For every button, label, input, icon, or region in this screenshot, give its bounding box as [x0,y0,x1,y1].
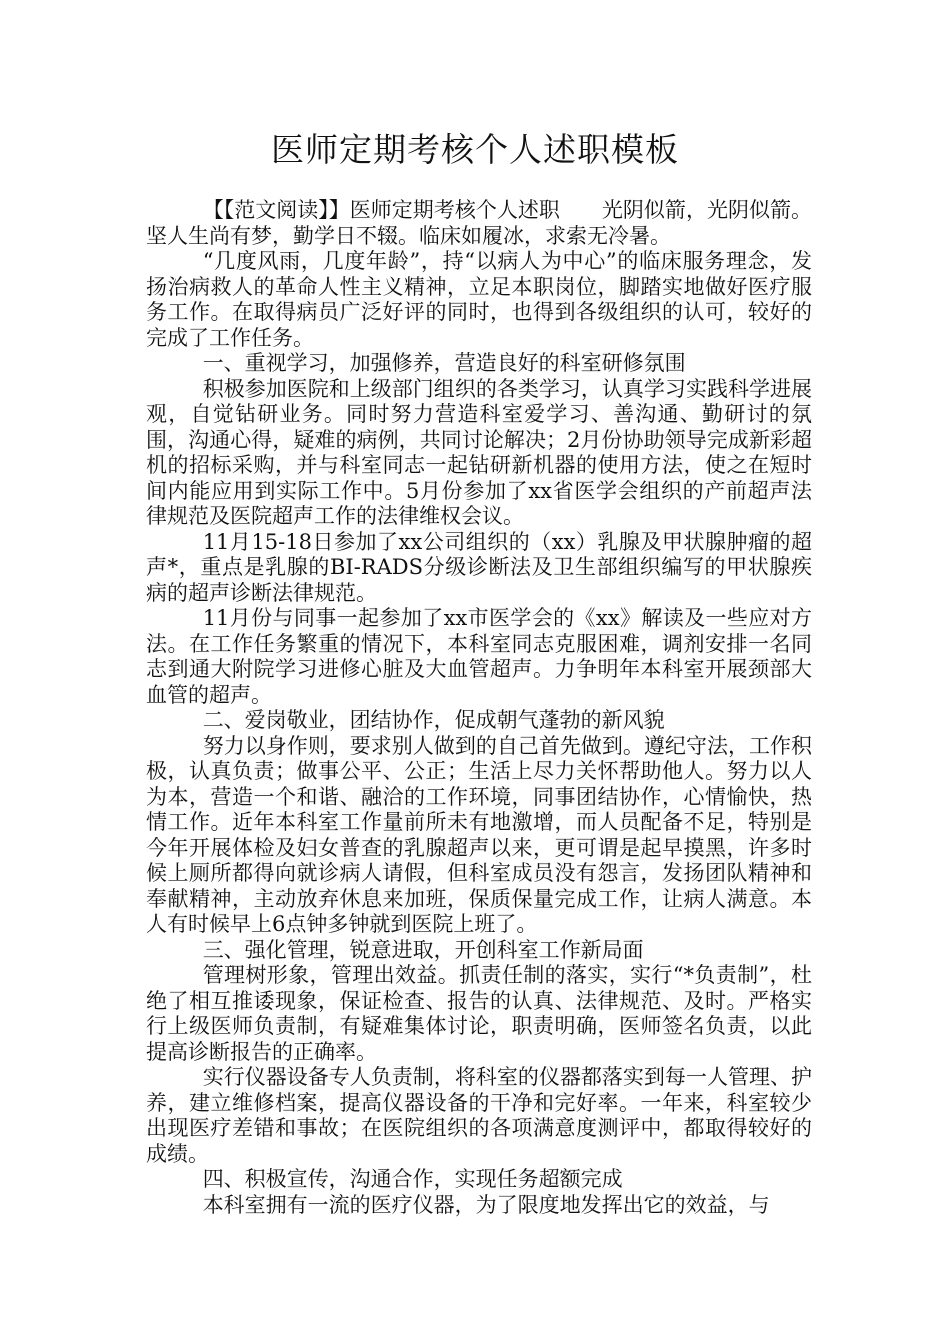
document-body [146,198,812,1218]
section-heading-2: 二、爱岗敬业，团结协作，促成朝气蓬勃的新风貌 [202,708,665,732]
body-paragraph: 积极参加医院和上级部门组织的各类学习，认真学习实践科学进展观，自觉钻研业务。同时努力营造科室爱学习、善沟通、勤研讨的氛围，沟通心得，疑难的病例，共同讨论解决；2月份协助领导完成新彩超机的招标采购，并与科室同志一起钻研新机器的使用方法，使之在短时间内能应用到实际工作中。5月份参加了xx省医学会组织的产前超声法律规范及医院超声工作的法律维权会议。 [146,376,812,528]
body-paragraph: 11月15-18日参加了xx公司组织的（xx）乳腺及甲状腺肿瘤的超声*，重点是乳腺的BI-RADS分级诊断法及卫生部组织编写的甲状腺疾病的超声诊断法律规范。 [146,529,812,605]
body-paragraph: 管理树形象，管理出效益。抓责任制的落实，实行“*负责制”，杜绝了相互推诿现象，保证检查、报告的认真、法律规范、及时。严格实行上级医师负责制，有疑难集体讨论，职责明确，医师签名负责，以此提高诊断报告的正确率。 [146,963,812,1064]
body-paragraph: 努力以身作则，要求别人做到的自己首先做到。遵纪守法，工作积极，认真负责；做事公平、公正；生活上尽力关怀帮助他人。努力以人为本，营造一个和谐、融洽的工作环境，同事团结协作，心情愉快，热情工作。近年本科室工作量前所未有地激增，而人员配备不足，特别是今年开展体检及妇女普查的乳腺超声以来，更可谓是起早摸黑，许多时候上厕所都得向就诊病人请假，但科室成员没有怨言，发扬团队精神和奉献精神，主动放弃休息来加班，保质保量完成工作，让病人满意。本人有时候早上6点钟多钟就到医院上班了。 [146,733,812,936]
section-heading-1: 一、重视学习，加强修养，营造良好的科室研修氛围 [202,351,686,375]
section-heading-3: 三、强化管理，锐意进取，开创科室工作新局面 [202,937,644,962]
body-paragraph: “几度风雨，几度年龄”，持“以病人为中心”的临床服务理念，发扬治病救人的革命人性主义精神，立足本职岗位，脚踏实地做好医疗服务工作。在取得病员广泛好评的同时，也得到各级组织的认可，较好的完成了工作任务。 [146,249,812,350]
body-paragraph: 11月份与同事一起参加了xx市医学会的《xx》解读及一些应对方法。在工作任务繁重的情况下，本科室同志克服困难，调剂安排一名同志到通大附院学习进修心脏及大血管超声。力争明年本科室开展颈部大血管的超声。 [146,606,812,707]
body-paragraph: 实行仪器设备专人负责制，将科室的仪器都落实到每一人管理、护养，建立维修档案，提高仪器设备的干净和完好率。一年来，科室较少出现医疗差错和事故；在医院组织的各项满意度测评中，都取得较好的成绩。 [146,1065,812,1166]
document-title: 医师定期考核个人述职模板 [271,130,679,169]
section-heading-4: 四、积极宣传，沟通合作，实现任务超额完成 [202,1167,623,1191]
body-paragraph: 本科室拥有一流的医疗仪器，为了限度地发挥出它的效益，与 [202,1192,770,1217]
intro-paragraph: 【【范文阅读】】医师定期考核个人述职 光阴似箭，光阴似箭。坚人生尚有梦，勤学日不辍。临床如履冰，求索无冷暑。 [146,198,812,248]
